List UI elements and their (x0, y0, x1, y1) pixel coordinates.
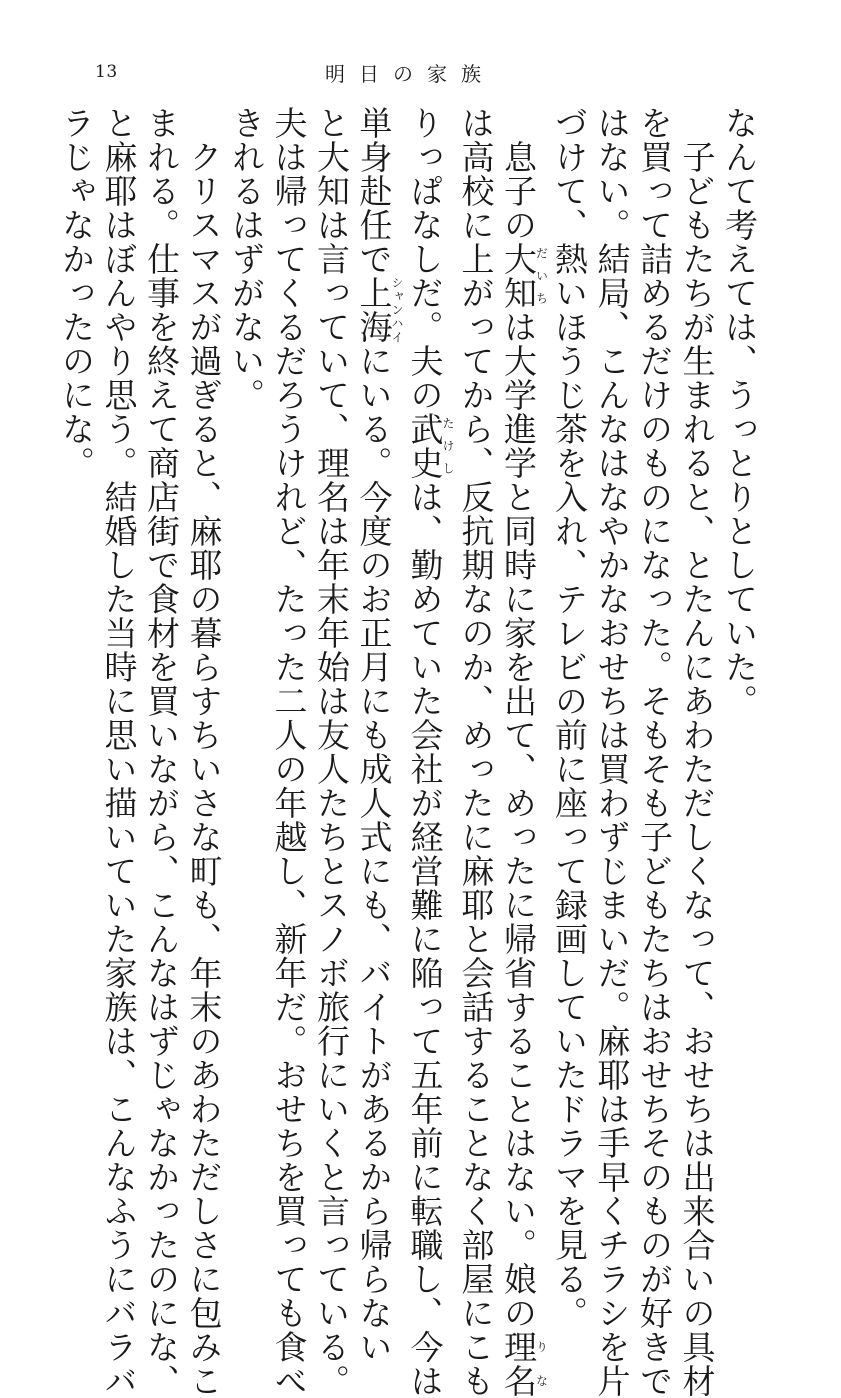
ruby-annotation: 武史たけし (405, 412, 455, 480)
ruby-annotation: 大知だいち (499, 242, 549, 310)
text-column: づけて、熱いほうじ茶を入れ、テレビの前に座って録画していたドラマを見る。 (550, 106, 589, 1330)
running-title: 明日の家族 (325, 62, 495, 86)
page-number: 13 (95, 62, 118, 82)
text-column: 息子の大知だいちは大学進学と同時に家を出て、めったに帰省することはない。娘の理名りな (499, 106, 549, 1398)
text-column: 子どもたちが生まれると、とたんにあわただしくなって、おせちは出来合いの具材 (677, 106, 717, 1398)
text-column: と麻耶はぼんやり思う。結婚した当時に思い描いていた家族は、こんなふうにバラバ (99, 106, 139, 1398)
text-column: はない。結局、こんなはなやかなおせちは買わずじまいだ。麻耶は手早くチラシを片 (592, 106, 632, 1398)
text-column: なんて考えては、うっとりとしていた。 (720, 106, 759, 718)
ruby-annotation: 上海シャンハイ (354, 276, 404, 344)
text-column: を買って詰めるだけのものになった。そもそも子どもたちはおせちそのものが好きで (635, 106, 674, 1398)
text-column: と大知は言っていて、理名は年末年始は友人たちとスノボ旅行にいくと言っている。 (312, 106, 351, 1398)
text-column: ラじゃなかったのにな。 (57, 106, 96, 480)
text-column: 夫は帰ってくるだろうけれど、たった二人の年越し、新年だ。おせちを買っても食べ (269, 106, 309, 1398)
body-text (57, 106, 760, 1398)
text-column: クリスマスが過ぎると、麻耶の暮らすちいさな町も、年末のあわただしさに包みこ (184, 106, 224, 1398)
text-column: は高校に上がってから、反抗期なのか、めったに麻耶と会話することなく部屋にこも (456, 106, 496, 1398)
ruby-annotation: 理名りな (499, 1330, 549, 1398)
text-column: りっぱなしだ。夫の武史たけしは、勤めていた会社が経営難に陥って五年前に転職し、今は (405, 106, 455, 1398)
text-column: きれるはずがない。 (227, 106, 266, 412)
text-column: 単身赴任で上海シャンハイにいる。今度のお正月にも成人式にも、バイトがあるから帰らない (354, 106, 404, 1364)
text-column: まれる。仕事を終えて商店街で食材を買いながら、こんなはずじゃなかったのにな、 (142, 106, 181, 1398)
